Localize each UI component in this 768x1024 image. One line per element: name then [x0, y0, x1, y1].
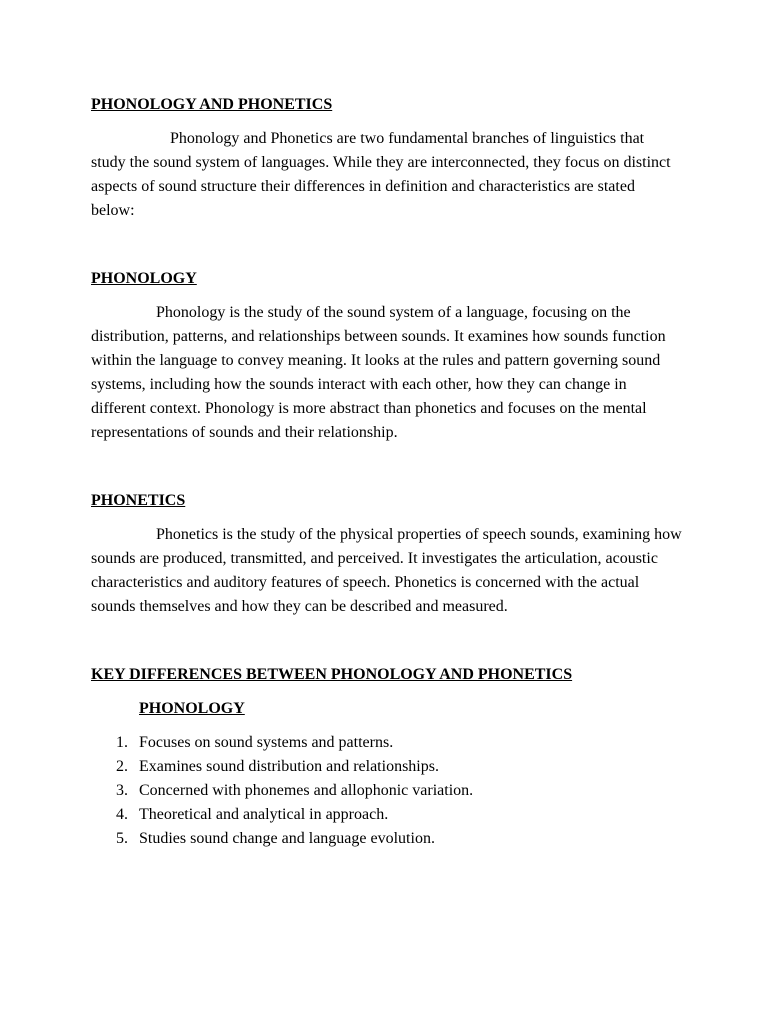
list-item: [91, 779, 682, 803]
list-item-number: 5.: [116, 830, 128, 847]
key-differences-heading: KEY DIFFERENCES BETWEEN PHONOLOGY AND PHONETICS: [91, 666, 573, 683]
list-item-number: 3.: [116, 782, 128, 799]
phonology-heading: PHONOLOGY: [91, 270, 197, 287]
differences-list: [91, 731, 682, 851]
list-item: [91, 731, 682, 755]
document-title: PHONOLOGY AND PHONETICS: [91, 96, 333, 113]
intro-paragraph: Phonology and Phonetics are two fundamental branches of linguistics that study the sound system of languages. While they are interconnected, they focus on distinct aspects of sound structure their differences in definition and characteristics are stated below:: [91, 130, 671, 219]
phonetics-paragraph: Phonetics is the study of the physical properties of speech sounds, examining how sounds are produced, transmitted, and perceived. It investigates the articulation, acoustic characteristics and auditory features of speech. Phonetics is concerned with the actual sounds themselves and how they can be described and measured.: [91, 526, 682, 615]
list-item-text: Focuses on sound systems and patterns.: [139, 734, 394, 751]
list-item: [91, 803, 682, 827]
list-item-text: Examines sound distribution and relationships.: [139, 758, 439, 775]
phonology-subheading: PHONOLOGY: [139, 700, 245, 717]
list-item-number: 2.: [116, 758, 128, 775]
list-item-text: Studies sound change and language evolution.: [139, 830, 435, 847]
list-item: [91, 827, 682, 851]
list-item-text: Theoretical and analytical in approach.: [139, 806, 389, 823]
list-item-text: Concerned with phonemes and allophonic variation.: [139, 782, 474, 799]
list-item-number: 1.: [116, 734, 128, 751]
phonetics-heading: PHONETICS: [91, 492, 186, 509]
list-item: [91, 755, 682, 779]
phonology-paragraph: Phonology is the study of the sound system of a language, focusing on the distribution, patterns, and relationships between sounds. It examines how sounds function within the language to convey meaning. It looks at the rules and pattern governing sound systems, including how the sounds interact with each other, how they can change in different context. Phonology is more abstract than phonetics and focuses on the mental representations of sounds and their relationship.: [91, 304, 666, 441]
list-item-number: 4.: [116, 806, 128, 823]
